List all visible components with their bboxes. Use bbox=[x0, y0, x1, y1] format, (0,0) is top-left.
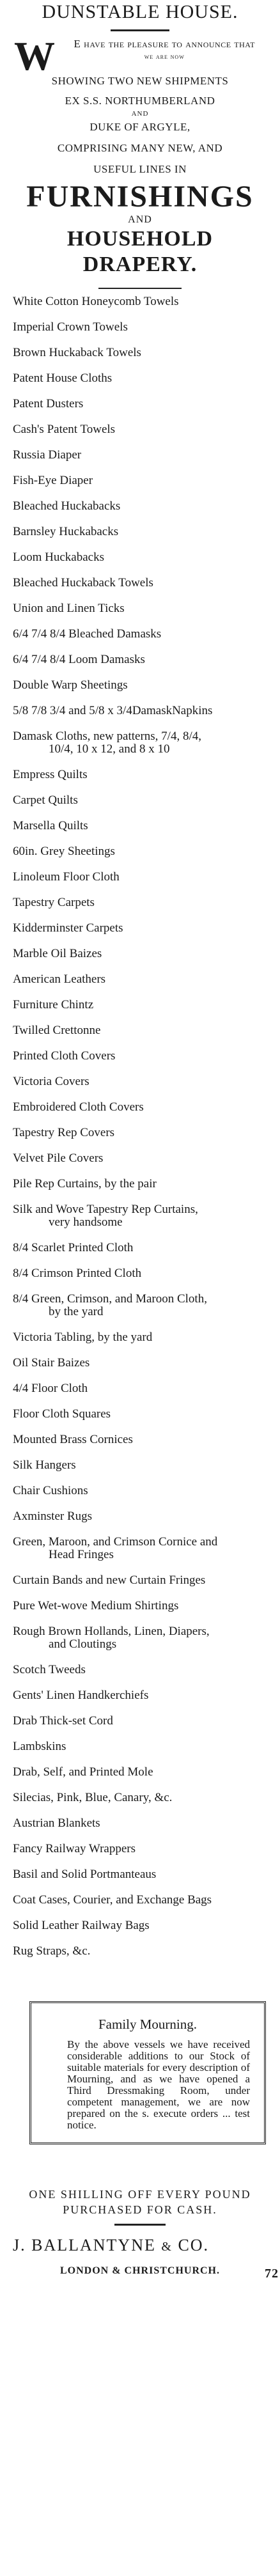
list-item bbox=[12, 1050, 268, 1063]
list-item bbox=[12, 871, 268, 884]
list-item-text: Mounted Brass Cornices bbox=[13, 1433, 133, 1446]
list-item-text: Double Warp Sheetings bbox=[13, 678, 128, 692]
list-item bbox=[12, 1894, 268, 1907]
list-item-text: Union and Linen Ticks bbox=[13, 602, 125, 615]
list-item-text: Curtain Bands and new Curtain Fringes bbox=[13, 1573, 206, 1587]
family-mourning-notice bbox=[29, 2001, 266, 2144]
list-item bbox=[12, 1600, 268, 1612]
list-item-text: Lambskins bbox=[13, 1740, 66, 1753]
list-item-text: 5/8 7/8 3/4 and 5/8 x 3/4DamaskNapkins bbox=[13, 704, 213, 717]
title-rule bbox=[111, 29, 169, 31]
list-item-text: Imperial Crown Towels bbox=[13, 320, 128, 334]
list-item-text: Austrian Blankets bbox=[13, 1816, 100, 1830]
list-item bbox=[12, 1127, 268, 1139]
list-item bbox=[12, 653, 268, 666]
announcement-line-4: EX S.S. NORTHUMBERLAND bbox=[65, 95, 215, 107]
list-item bbox=[12, 423, 268, 436]
list-item bbox=[12, 1178, 268, 1190]
list-item bbox=[12, 1664, 268, 1676]
list-item-text: Tapestry Carpets bbox=[13, 896, 95, 909]
list-item-text: Marble Oil Baizes bbox=[13, 947, 102, 960]
list-item bbox=[12, 347, 268, 359]
list-item-text: 8/4 Crimson Printed Cloth bbox=[13, 1267, 142, 1280]
headline-rule bbox=[98, 288, 182, 289]
list-item bbox=[12, 1485, 268, 1497]
list-item bbox=[12, 449, 268, 462]
list-item-text: Gents' Linen Handkerchiefs bbox=[13, 1689, 149, 1702]
list-item bbox=[12, 730, 268, 756]
list-item bbox=[12, 845, 268, 858]
ad-number: 72 bbox=[265, 2267, 279, 2281]
list-item bbox=[12, 1267, 268, 1280]
list-item bbox=[12, 1075, 268, 1088]
list-item bbox=[12, 1408, 268, 1421]
list-item-text: Pure Wet-wove Medium Shirtings bbox=[13, 1599, 179, 1612]
list-item bbox=[12, 1715, 268, 1728]
list-item bbox=[12, 1203, 268, 1229]
list-item bbox=[12, 1817, 268, 1830]
goods-list bbox=[12, 295, 268, 1958]
list-item-text: Coat Cases, Courier, and Exchange Bags bbox=[13, 1893, 212, 1907]
list-item-text: Silk Hangers bbox=[13, 1458, 76, 1472]
list-item bbox=[12, 500, 268, 513]
list-item bbox=[12, 321, 268, 334]
list-item-text: Printed Cloth Covers bbox=[13, 1049, 116, 1063]
list-item-text: Patent House Cloths bbox=[13, 371, 113, 385]
list-item-continuation: 10/4, 10 x 12, and 8 x 10 bbox=[49, 742, 170, 756]
list-item bbox=[12, 1293, 268, 1318]
list-item bbox=[12, 1459, 268, 1472]
dropcap-letter: W bbox=[14, 33, 56, 79]
list-item-text: Pile Rep Curtains, by the pair bbox=[13, 1177, 157, 1190]
list-item bbox=[12, 1574, 268, 1587]
list-item-text: Cash's Patent Towels bbox=[13, 423, 116, 436]
announcement-line-5: AND bbox=[131, 110, 149, 118]
list-item bbox=[12, 705, 268, 717]
list-item bbox=[12, 1331, 268, 1344]
list-item bbox=[12, 1868, 268, 1881]
list-item-text: Fish-Eye Diaper bbox=[13, 474, 93, 487]
list-item bbox=[12, 973, 268, 986]
list-item bbox=[12, 1919, 268, 1932]
list-item-text: Scotch Tweeds bbox=[13, 1663, 86, 1676]
list-item bbox=[12, 794, 268, 807]
list-item bbox=[12, 474, 268, 487]
list-item-text: Furniture Chintz bbox=[13, 998, 94, 1011]
list-item-text: Rough Brown Hollands, Linen, Diapers, bbox=[13, 1625, 210, 1638]
list-item-text: 6/4 7/4 8/4 Bleached Damasks bbox=[13, 627, 162, 641]
list-item-text: Tapestry Rep Covers bbox=[13, 1126, 115, 1139]
list-item-text: Loom Huckabacks bbox=[13, 550, 104, 564]
list-item bbox=[12, 1152, 268, 1165]
list-item bbox=[12, 999, 268, 1011]
list-item bbox=[12, 1357, 268, 1370]
firm-ampersand: & bbox=[161, 2240, 173, 2254]
announcement-line-6: DUKE OF ARGYLE, bbox=[89, 121, 191, 133]
list-item-text: Chair Cushions bbox=[13, 1484, 88, 1497]
announcement-line-1: E have the pleasure to announce that bbox=[74, 38, 255, 50]
list-item-text: Empress Quilts bbox=[13, 768, 88, 781]
footer-rule bbox=[114, 2224, 166, 2226]
list-item bbox=[12, 1242, 268, 1254]
list-item bbox=[12, 948, 268, 960]
list-item-text: Embroidered Cloth Covers bbox=[13, 1100, 144, 1114]
list-item-text: Green, Maroon, and Crimson Cornice and bbox=[13, 1535, 218, 1549]
list-item bbox=[12, 820, 268, 832]
list-item bbox=[12, 551, 268, 564]
headline-furnishings: FURNISHINGS bbox=[26, 180, 254, 214]
list-item-text: Barnsley Huckabacks bbox=[13, 525, 119, 538]
list-item-text: Velvet Pile Covers bbox=[13, 1151, 104, 1165]
list-item bbox=[12, 1101, 268, 1114]
list-item-text: Russia Diaper bbox=[13, 448, 82, 462]
announcement-line-2: we are now bbox=[144, 53, 185, 61]
list-item bbox=[12, 1689, 268, 1702]
list-item bbox=[12, 602, 268, 615]
list-item bbox=[12, 1433, 268, 1446]
list-item bbox=[12, 1945, 268, 1958]
list-item-text: Kidderminster Carpets bbox=[13, 921, 123, 935]
list-item-text: 8/4 Green, Crimson, and Maroon Cloth, bbox=[13, 1292, 207, 1306]
list-item bbox=[12, 1382, 268, 1395]
list-item-text: Bleached Huckabacks bbox=[13, 499, 121, 513]
announcement bbox=[12, 33, 268, 176]
firm-name-main: J. BALLANTYNE bbox=[13, 2236, 156, 2254]
list-item-text: Oil Stair Baizes bbox=[13, 1356, 90, 1370]
list-item-continuation: very handsome bbox=[49, 1215, 123, 1229]
notice-body: By the above vessels we have received considerable additions to our Stock of suitable materials for every description of Mourning, and as we have opened a Third Dressmaking Room, under competent management, we are now prepared on the s. execute orders ... test notice. bbox=[67, 2038, 250, 2131]
list-item bbox=[12, 1843, 268, 1855]
list-item-text: Victoria Covers bbox=[13, 1075, 89, 1088]
announcement-line-7: COMPRISING MANY NEW, AND bbox=[57, 142, 223, 154]
list-item bbox=[12, 398, 268, 410]
list-item-text: Drab Thick-set Cord bbox=[13, 1714, 113, 1728]
list-item-text: 8/4 Scarlet Printed Cloth bbox=[13, 1241, 134, 1254]
announcement-line-8: USEFUL LINES IN bbox=[93, 163, 187, 175]
list-item bbox=[12, 922, 268, 935]
list-item bbox=[12, 679, 268, 692]
list-item bbox=[12, 896, 268, 909]
list-item-text: Patent Dusters bbox=[13, 397, 84, 410]
list-item-continuation: by the yard bbox=[49, 1305, 104, 1318]
list-item bbox=[12, 1766, 268, 1779]
headline-and: AND bbox=[128, 214, 152, 225]
list-item-text: Bleached Huckaback Towels bbox=[13, 576, 153, 589]
list-item-text: Basil and Solid Portmanteaus bbox=[13, 1868, 157, 1881]
firm-name bbox=[12, 2236, 268, 2256]
firm-name-suffix: CO. bbox=[178, 2236, 210, 2254]
list-item bbox=[12, 577, 268, 589]
list-item-text: 60in. Grey Sheetings bbox=[13, 845, 115, 858]
cash-discount-terms bbox=[12, 2187, 268, 2217]
announcement-line-3: SHOWING TWO NEW SHIPMENTS bbox=[51, 75, 229, 87]
list-item bbox=[12, 526, 268, 538]
notice-title: Family Mourning. bbox=[98, 2017, 197, 2032]
list-item-text: 6/4 7/4 8/4 Loom Damasks bbox=[13, 653, 145, 666]
list-item-text: Silecias, Pink, Blue, Canary, &c. bbox=[13, 1791, 173, 1804]
list-item-text: Damask Cloths, new patterns, 7/4, 8/4, bbox=[13, 730, 201, 743]
list-item bbox=[12, 628, 268, 641]
list-item bbox=[12, 769, 268, 781]
list-item-text: Silk and Wove Tapestry Rep Curtains, bbox=[13, 1203, 198, 1216]
list-item-text: Twilled Crettonne bbox=[13, 1024, 101, 1037]
list-item-text: White Cotton Honeycomb Towels bbox=[13, 295, 179, 308]
list-item-text: Axminster Rugs bbox=[13, 1510, 93, 1523]
list-item-text: American Leathers bbox=[13, 972, 106, 986]
list-item-text: Victoria Tabling, by the yard bbox=[13, 1331, 153, 1344]
list-item bbox=[12, 1024, 268, 1037]
list-item-continuation: Head Fringes bbox=[49, 1548, 114, 1561]
terms-line-1: ONE SHILLING OFF EVERY POUND bbox=[29, 2188, 251, 2201]
list-item-text: Brown Huckaback Towels bbox=[13, 346, 141, 359]
list-item bbox=[12, 372, 268, 385]
list-item-text: Drab, Self, and Printed Mole bbox=[13, 1765, 153, 1779]
list-item bbox=[12, 1740, 268, 1753]
list-item-text: Marsella Quilts bbox=[13, 819, 88, 832]
list-item bbox=[12, 1791, 268, 1804]
list-item-text: Rug Straps, &c. bbox=[13, 1944, 91, 1958]
list-item-text: 4/4 Floor Cloth bbox=[13, 1382, 88, 1395]
store-name: DUNSTABLE HOUSE. bbox=[42, 1, 238, 22]
firm-location bbox=[12, 2264, 279, 2281]
headline-household-drapery: HOUSEHOLD DRAPERY. bbox=[66, 227, 214, 276]
list-item-text: Fancy Railway Wrappers bbox=[13, 1842, 136, 1855]
list-item-text: Carpet Quilts bbox=[13, 793, 78, 807]
list-item bbox=[12, 1510, 268, 1523]
list-item bbox=[12, 1625, 268, 1651]
list-item-text: Linoleum Floor Cloth bbox=[13, 870, 120, 884]
list-item-text: Floor Cloth Squares bbox=[13, 1407, 111, 1421]
firm-location-text: LONDON & CHRISTCHURCH. bbox=[59, 2265, 220, 2276]
list-item bbox=[12, 295, 268, 308]
list-item bbox=[12, 1536, 268, 1561]
list-item-text: Solid Leather Railway Bags bbox=[13, 1919, 150, 1932]
terms-line-2: PURCHASED FOR CASH. bbox=[63, 2203, 217, 2216]
list-item-continuation: and Cloutings bbox=[49, 1637, 117, 1651]
